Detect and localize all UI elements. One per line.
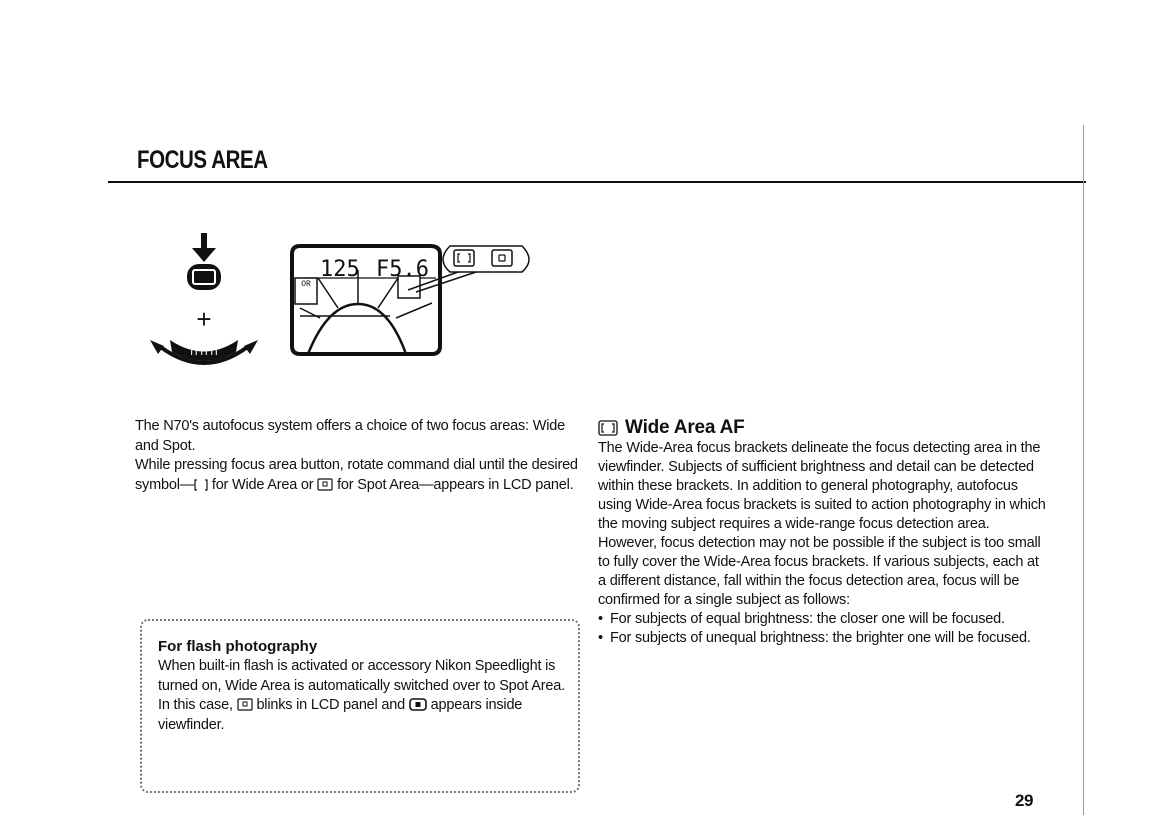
spot-area-viewfinder-icon [409, 698, 427, 711]
list-item: • For subjects of unequal brightness: the brighter one will be focused. [598, 629, 1048, 648]
page-number: 29 [1015, 791, 1033, 810]
focus-area-button-icon [187, 233, 221, 290]
intro-paragraph-2: While pressing focus area button, rotate command dial until the desired symbol— for Wide Area or for Spot Area—appears in LCD panel. [135, 457, 578, 493]
wide-area-icon [598, 420, 618, 436]
command-dial-icon [150, 340, 258, 363]
page-title: FOCUS AREA [137, 146, 268, 174]
spot-area-icon [237, 698, 253, 711]
lcd-badge: OR [301, 280, 311, 289]
wide-area-section [598, 418, 1048, 648]
lcd-aperture: F5.6 [376, 257, 429, 282]
flash-body: When built-in flash is activated or accessory Nikon Speedlight is turned on, Wide Area is automatically switched over to Spot Area. In this case, blinks in LCD panel and appears inside viewfinder. [158, 658, 565, 733]
svg-text:ꓵ ꓵ ꓵ: ꓵ ꓵ ꓵ [190, 347, 218, 358]
title-rule [108, 181, 1086, 183]
plus-sign: + [196, 304, 212, 334]
wide-area-icon [194, 479, 208, 491]
intro-paragraph-1: The N70's autofocus system offers a choice of two focus areas: Wide and Spot. [135, 418, 565, 454]
wide-area-bullets [598, 610, 1048, 648]
lcd-shutter: 125 [320, 257, 360, 282]
spot-area-icon [317, 478, 333, 491]
page-edge-line [1083, 125, 1084, 815]
lcd-panel [292, 246, 440, 354]
camera-illustration [140, 228, 560, 378]
wide-area-heading: Wide Area AF [598, 418, 1048, 437]
list-item: • For subjects of equal brightness: the closer one will be focused. [598, 610, 1048, 629]
wide-area-paragraph-2: However, focus detection may not be possible if the subject is too small to fully cover the Wide-Area focus brackets. If various subjects, each at a different distance, fall within the focus detection area, focus will be confirmed for a single subject as follows: [598, 535, 1041, 608]
wide-area-paragraph-1: The Wide-Area focus brackets delineate the focus detecting area in the viewfinder. Subjects of sufficient brightness and detail can be detected within these brackets. In addition to general photography, autofocus using Wide-Area focus brackets is suited to action photography in which the moving subject requires a wide-range focus detection area. [598, 440, 1046, 532]
intro-text [135, 417, 585, 495]
flash-heading: For flash photography [158, 638, 318, 655]
